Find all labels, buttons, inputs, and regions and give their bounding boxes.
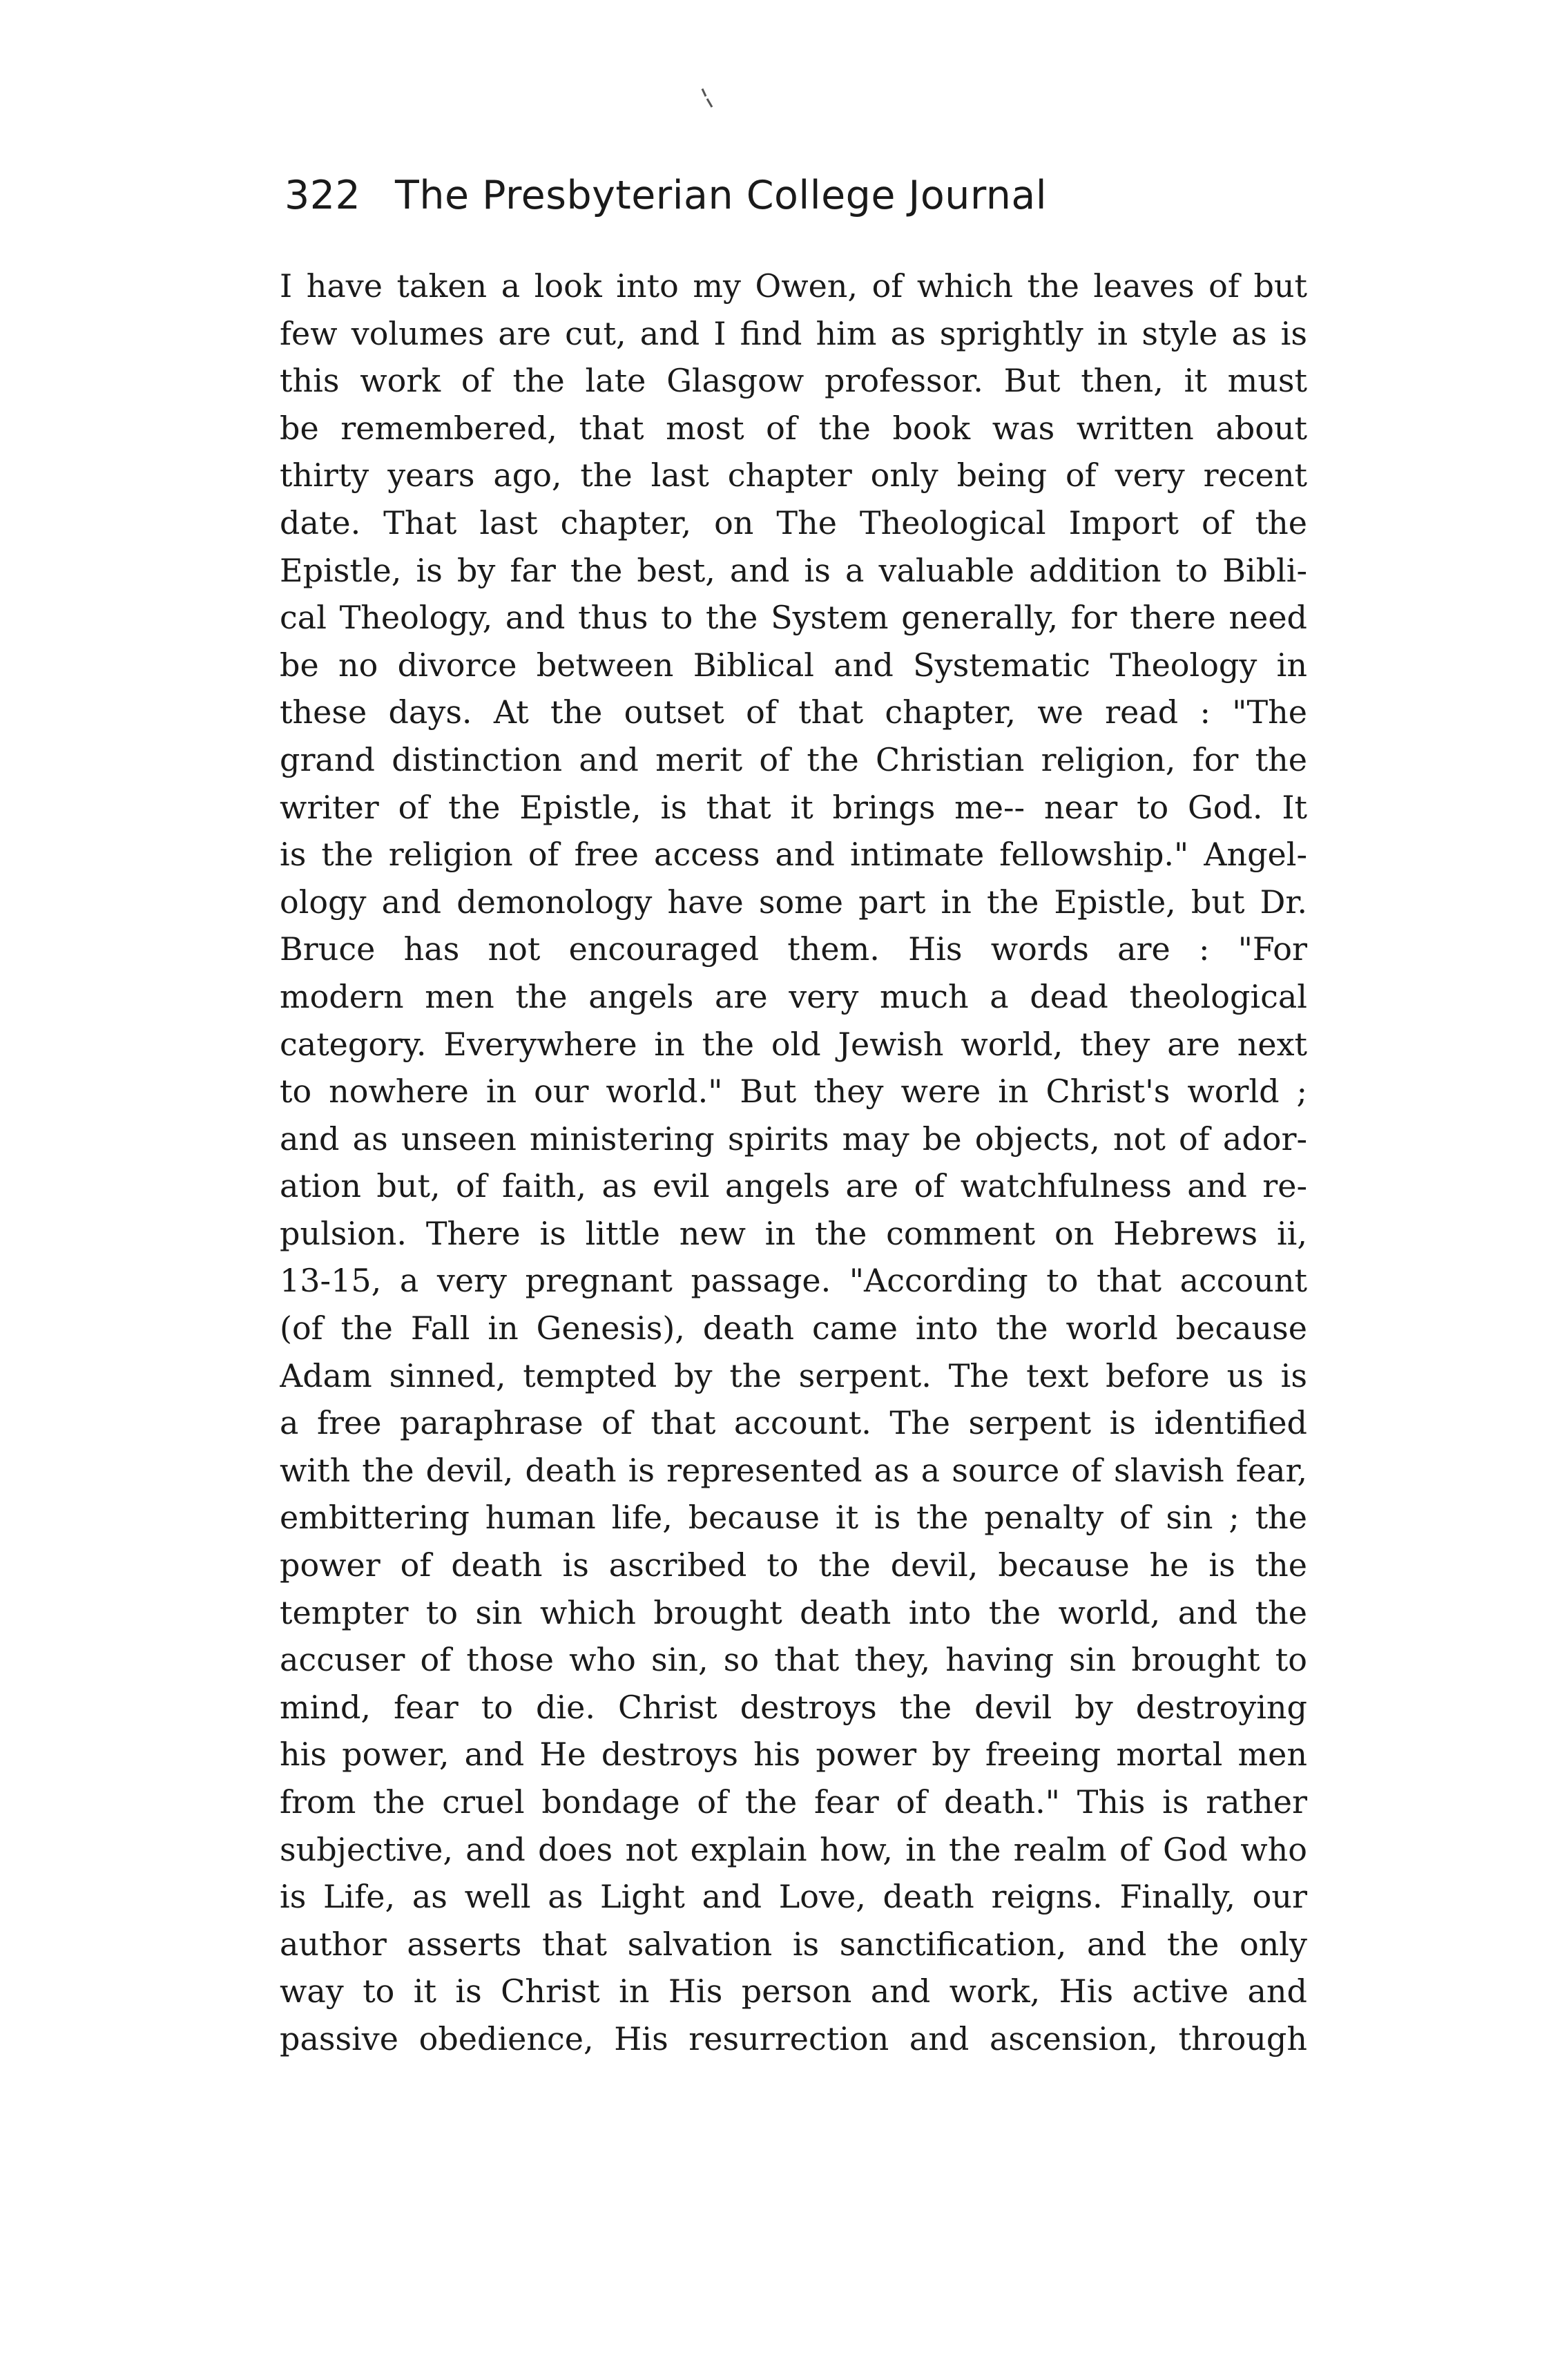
text-line: grand distinction and merit of the Christian religion, for the (280, 740, 1307, 778)
text-line: this work of the late Glasgow professor. But then, it must (280, 362, 1307, 400)
print-speck (702, 88, 707, 97)
text-line: mind, fear to die. Christ destroys the devil by destroying (280, 1688, 1307, 1726)
text-line: Epistle, is by far the best, and is a valuable addition to Bibli- (280, 551, 1307, 589)
text-line: his power, and He destroys his power by freeing mortal men (280, 1736, 1307, 1774)
text-line: is Life, as well as Light and Love, death reigns. Finally, our (280, 1878, 1307, 1916)
page-header (285, 173, 1320, 235)
text-line: Bruce has not encouraged them. His words are : "For (280, 930, 1307, 968)
text-line: embittering human life, because it is the penalty of sin ; the (280, 1499, 1307, 1537)
text-line: power of death is ascribed to the devil, because he is the (280, 1546, 1307, 1584)
text-line: accuser of those who sin, so that they, having sin brought to (280, 1641, 1307, 1679)
text-line: passive obedience, His resurrection and ascension, through (280, 2019, 1307, 2057)
text-line: way to it is Christ in His person and work, His active and (280, 1973, 1307, 2010)
text-line: few volumes are cut, and I find him as sprightly in style as is (280, 314, 1307, 352)
text-line: tempter to sin which brought death into the world, and the (280, 1593, 1307, 1631)
text-line: is the religion of free access and intimate fellowship." Angel- (280, 836, 1307, 874)
text-line: (of the Fall in Genesis), death came into the world because (280, 1309, 1307, 1347)
text-line: cal Theology, and thus to the System generally, for there need (280, 599, 1307, 637)
body-text (280, 262, 1307, 2063)
text-line: pulsion. There is little new in the comment on Hebrews ii, (280, 1214, 1307, 1252)
text-line: modern men the angels are very much a dead theological (280, 977, 1307, 1015)
text-line: to nowhere in our world." But they were in Christ's world ; (280, 1073, 1307, 1111)
text-line: author asserts that salvation is sanctification, and the only (280, 1925, 1307, 1963)
text-line: with the devil, death is represented as a source of slavish fear, (280, 1451, 1307, 1489)
text-line: subjective, and does not explain how, in the realm of God who (280, 1830, 1307, 1868)
text-line: 13-15, a very pregnant passage. "According to that account (280, 1262, 1307, 1300)
running-title: The Presbyterian College Journal (395, 173, 1048, 218)
text-line: date. That last chapter, on The Theological Import of the (280, 503, 1307, 541)
text-line: thirty years ago, the last chapter only being of very recent (280, 457, 1307, 495)
text-line: and as unseen ministering spirits may be objects, not of ador- (280, 1120, 1307, 1158)
text-line: a free paraphrase of that account. The serpent is identified (280, 1404, 1307, 1442)
print-speck (706, 98, 713, 108)
text-line: writer of the Epistle, is that it brings me-- near to God. It (280, 788, 1307, 826)
text-line: ation but, of faith, as evil angels are of watchfulness and re- (280, 1167, 1307, 1205)
text-line: these days. At the outset of that chapter, we read : "The (280, 693, 1307, 731)
text-line: I have taken a look into my Owen, of which the leaves of but (280, 267, 1307, 305)
text-line: category. Everywhere in the old Jewish world, they are next (280, 1025, 1307, 1063)
text-line: be remembered, that most of the book was written about (280, 409, 1307, 447)
text-line: from the cruel bondage of the fear of death." This is rather (280, 1783, 1307, 1821)
text-line: Adam sinned, tempted by the serpent. The text before us is (280, 1356, 1307, 1394)
page-number: 322 (285, 173, 361, 218)
text-line: ology and demonology have some part in the Epistle, but Dr. (280, 883, 1307, 921)
text-line: be no divorce between Biblical and Systematic Theology in (280, 646, 1307, 684)
